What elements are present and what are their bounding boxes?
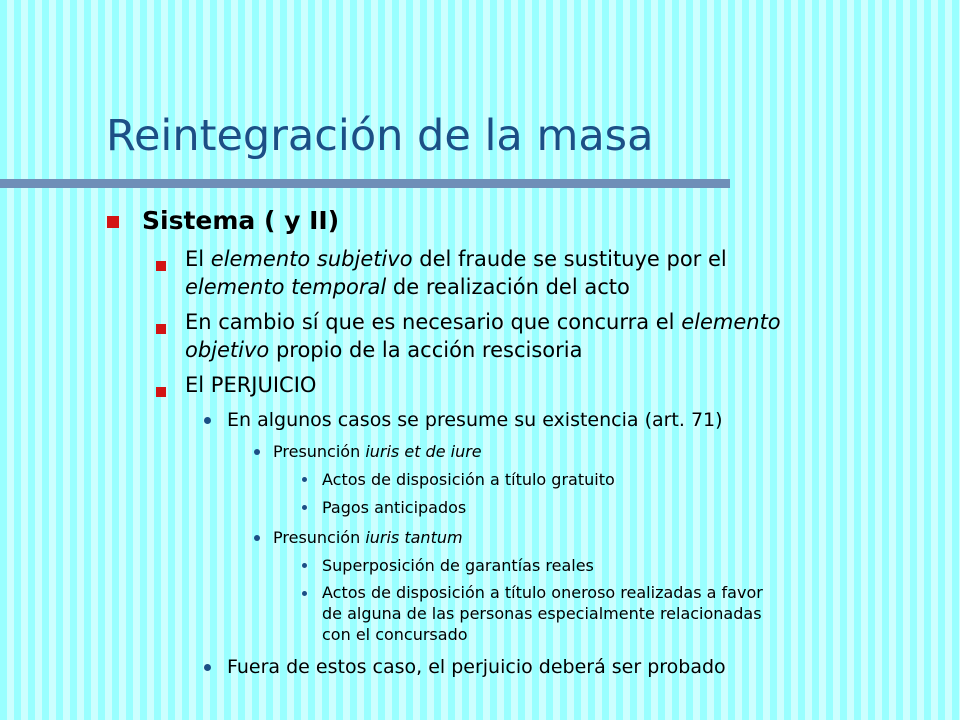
- round-bullet-icon: [302, 477, 307, 482]
- point1-text-d: elemento temporal: [185, 275, 387, 299]
- presumption1-text-a: Presunción: [273, 442, 366, 461]
- point2-text-b: elemento: [681, 310, 781, 334]
- round-bullet-icon: [302, 505, 307, 510]
- presumption1-text-b: iuris et de iure: [365, 442, 482, 461]
- round-bullet-icon: [254, 449, 260, 455]
- presumption-iuris-tantum: [273, 526, 463, 550]
- point2-text-c: objetivo: [185, 338, 270, 362]
- point-elemento-subjetivo: [185, 245, 727, 301]
- round-bullet-icon: [302, 563, 307, 568]
- list-item-pagos-anticipados: Pagos anticipados: [322, 498, 467, 517]
- point1-text-c: del fraude se sustituye por el: [412, 247, 727, 271]
- point-perjuicio: El PERJUICIO: [185, 373, 317, 397]
- point1-text-a: El: [185, 247, 211, 271]
- point-elemento-objetivo: [185, 308, 781, 364]
- subpoint-presumed: En algunos casos se presume su existencia (art. 71): [227, 409, 723, 431]
- list-item-actos-oneroso-line1: Actos de disposición a título oneroso realizadas a favor: [322, 583, 763, 602]
- list-item-superposicion: Superposición de garantías reales: [322, 556, 594, 575]
- list-item-actos-oneroso-line3: con el concursado: [322, 625, 468, 644]
- point1-text-b: elemento subjetivo: [210, 247, 413, 271]
- round-bullet-icon: [302, 591, 307, 596]
- section-heading: Sistema ( y II): [142, 206, 340, 235]
- point2-text-a: En cambio sí que es necesario que concurra el: [185, 310, 682, 334]
- presumption-iuris-et-de-iure: [273, 440, 482, 464]
- round-bullet-icon: [204, 417, 211, 424]
- square-bullet-icon: [156, 261, 166, 271]
- point2-text-d: propio de la acción rescisoria: [269, 338, 583, 362]
- subpoint-probado: Fuera de estos caso, el perjuicio deberá ser probado: [227, 656, 726, 678]
- round-bullet-icon: [254, 535, 260, 541]
- list-item-actos-oneroso-line2: de alguna de las personas especialmente relacionadas: [322, 604, 762, 623]
- point1-text-e: de realización del acto: [386, 275, 630, 299]
- round-bullet-icon: [204, 664, 211, 671]
- slide-title: Reintegración de la masa: [106, 111, 654, 161]
- presumption2-text-b: iuris tantum: [365, 528, 463, 547]
- square-bullet-icon: [107, 216, 119, 228]
- list-item-actos-gratuito: Actos de disposición a título gratuito: [322, 470, 615, 489]
- presumption2-text-a: Presunción: [273, 528, 366, 547]
- square-bullet-icon: [156, 387, 166, 397]
- square-bullet-icon: [156, 324, 166, 334]
- list-item-actos-oneroso: [322, 582, 763, 645]
